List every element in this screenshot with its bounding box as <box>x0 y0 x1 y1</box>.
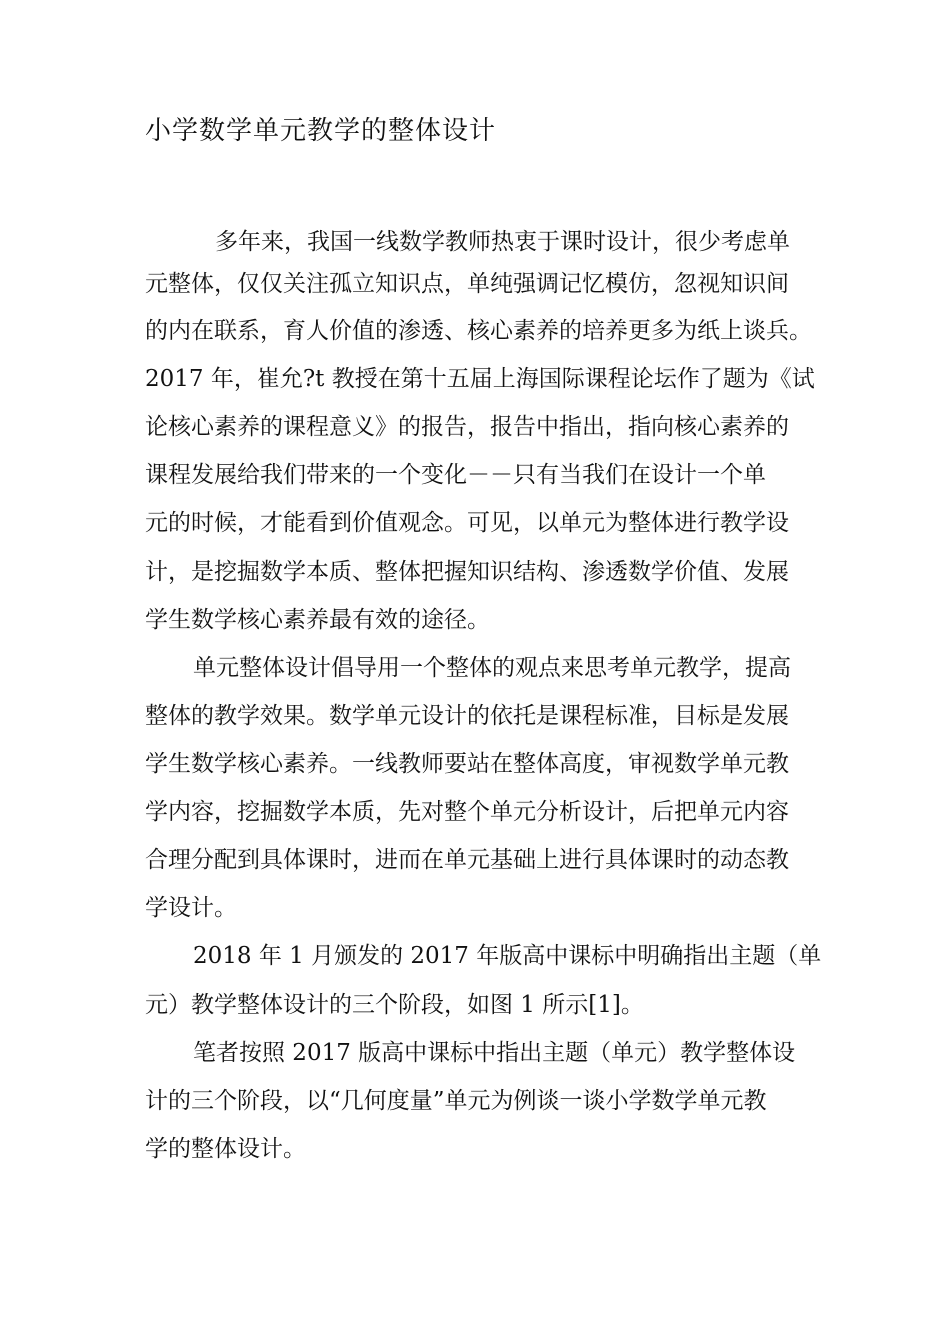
paragraph-line: 论核心素养的课程意义》的报告，报告中指出，指向核心素养的 <box>145 414 789 440</box>
paragraph-line: 多年来，我国一线数学教师热衷于课时设计，很少考虑单 <box>215 229 790 255</box>
paragraph-line: 学内容，挖掘数学本质，先对整个单元分析设计，后把单元内容 <box>145 799 789 825</box>
paragraph-line: 合理分配到具体课时，进而在单元基础上进行具体课时的动态教 <box>145 847 789 873</box>
paragraph-line: 学生数学核心素养最有效的途径。 <box>145 607 490 633</box>
paragraph-line: 计，是挖掘数学本质、整体把握知识结构、渗透数学价值、发展 <box>145 559 789 585</box>
paragraph-line: 学生数学核心素养。一线教师要站在整体高度，审视数学单元教 <box>145 751 789 777</box>
paragraph-line: 元）教学整体设计的三个阶段，如图 1 所示[1]。 <box>145 992 644 1018</box>
paragraph-line: 2017 年，崔允?t 教授在第十五届上海国际课程论坛作了题为《试 <box>145 366 815 392</box>
paragraph-line: 学的整体设计。 <box>145 1136 306 1162</box>
paragraph-line: 课程发展给我们带来的一个变化－－只有当我们在设计一个单 <box>145 462 766 488</box>
paragraph-line: 的内在联系，育人价值的渗透、核心素养的培养更多为纸上谈兵。 <box>145 318 812 344</box>
paragraph-line: 笔者按照 2017 版高中课标中指出主题（单元）教学整体设 <box>193 1040 796 1066</box>
paragraph-line: 整体的教学效果。数学单元设计的依托是课程标准，目标是发展 <box>145 703 789 729</box>
paragraph-line: 学设计。 <box>145 895 237 921</box>
paragraph-line: 元整体，仅仅关注孤立知识点，单纯强调记忆模仿，忽视知识间 <box>145 271 789 297</box>
paragraph-line: 计的三个阶段，以“几何度量”单元为例谈一谈小学数学单元教 <box>145 1088 767 1114</box>
paragraph-line: 单元整体设计倡导用一个整体的观点来思考单元教学，提高 <box>193 655 791 681</box>
document-title: 小学数学单元教学的整体设计 <box>145 116 497 146</box>
paragraph-line: 元的时候，才能看到价值观念。可见，以单元为整体进行教学设 <box>145 510 789 536</box>
paragraph-line: 2018 年 1 月颁发的 2017 年版高中课标中明确指出主题（单 <box>193 943 822 969</box>
